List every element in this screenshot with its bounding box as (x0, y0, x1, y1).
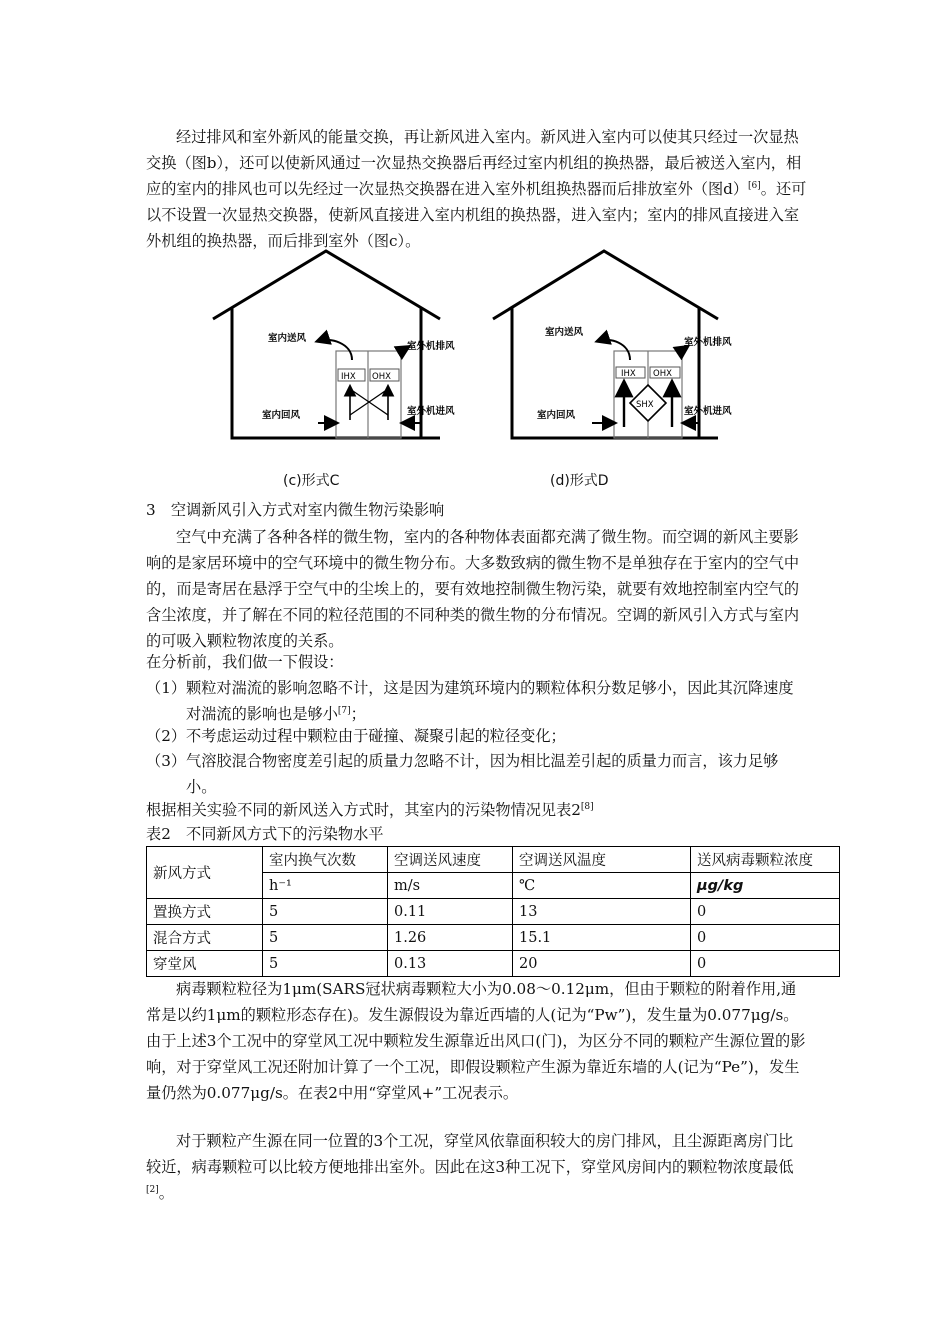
table-cell: 15.1 (513, 925, 691, 951)
hvac-diagrams (0, 245, 950, 505)
assumption-1: （1） 颗粒对湍流的影响忽略不计，这是因为建筑环境内的颗粒体积分数足够小，因此其沉降速度对湍流的影响也是够小[7]； (146, 679, 794, 723)
assumption-2: （2） 不考虑运动过程中颗粒由于碰撞、凝聚引起的粒径变化； (146, 727, 566, 745)
return-label-d: 室内回风 (537, 410, 576, 421)
return-label-c: 室内回风 (262, 410, 301, 421)
figure-c-caption: (c)形式C (283, 473, 340, 489)
pollutant-table (146, 846, 840, 977)
table-cell: 0.11 (388, 899, 513, 925)
table-cell: 穿堂风 (147, 951, 263, 977)
ohx-label-d: OHX (653, 369, 672, 379)
virus-particle-paragraph: 病毒颗粒粒径为1μm(SARS冠状病毒颗粒大小为0.08～0.12μm，但由于颗粒的附着作用,通常是以约1μm的颗粒形态存在)。发生源假设为靠近西墙的人(记为“Pw”)，发生量为0.077μg/s。由于上述3个工况中的穿堂风工况中颗粒发生源靠近出风口(门)，为区分不同的颗粒产生源位置的影响，对于穿堂风工况还附加计算了一个工况，即假设颗粒产生源为靠近东墙的人(记为“Pe”)，发生量仍然为0.077μg/s。在表2中用“穿堂风+”工况表示。 (146, 980, 806, 1102)
table-unit-cell: m/s (388, 873, 513, 899)
table-cell: 1.26 (388, 925, 513, 951)
table-cell: 5 (263, 899, 388, 925)
exhaust-label-d: 室外机排风 (684, 337, 732, 348)
ihx-label-d: IHX (621, 369, 636, 379)
house-diagram-d (493, 251, 732, 438)
table-cell: 0 (691, 925, 840, 951)
table-cell: 20 (513, 951, 691, 977)
assumption-3: （3） 气溶胶混合物密度差引起的质量力忽略不计，因为相比温差引起的质量力而言，该力足够小。 (146, 752, 779, 796)
assumption-intro: 在分析前，我们做一下假设： (146, 653, 344, 671)
table-unit-cell: h⁻¹ (263, 873, 388, 899)
table-unit-cell: μg/kg (691, 873, 840, 899)
shx-label-d: SHX (636, 400, 654, 410)
section-heading: 3 空调新风引入方式对室内微生物污染影响 (146, 501, 445, 519)
table-cell: 5 (263, 925, 388, 951)
table-cell: 5 (263, 951, 388, 977)
citation-6: [6] (748, 181, 761, 191)
table-header-row (147, 847, 840, 873)
ihx-label-c: IHX (341, 372, 356, 382)
table-cell: 13 (513, 899, 691, 925)
supply-label-d: 室内送风 (545, 327, 584, 338)
intake-label-d: 室外机进风 (684, 406, 732, 417)
table-lead: 根据相关实验不同的新风送入方式时，其室内的污染物情况见表2[8] (146, 801, 594, 819)
section3-paragraph: 空气中充满了各种各样的微生物，室内的各种物体表面都充满了微生物。而空调的新风主要影响的是家居环境中的空气环境中的微生物分布。大多数致病的微生物不是单独存在于室内的空气中的，而是寄居在悬浮于空气中的尘埃上的，要有效地控制微生物污染，就要有效地控制室内空气的含尘浓度，并了解在不同的粒径范围的不同种类的微生物的分布情况。空调的新风引入方式与室内的可吸入颗粒物浓度的关系。 (146, 528, 800, 650)
house-diagram-c (213, 251, 455, 438)
table-row (147, 899, 840, 925)
table-cell: 0 (691, 951, 840, 977)
table-header-cell: 室内换气次数 (263, 847, 388, 873)
table-cell: 0 (691, 899, 840, 925)
ohx-label-c: OHX (372, 372, 391, 382)
intake-label-c: 室外机进风 (407, 406, 455, 417)
table-row (147, 951, 840, 977)
table-title: 表2 不同新风方式下的污染物水平 (146, 825, 384, 843)
supply-label-c: 室内送风 (268, 333, 307, 344)
conclusion-paragraph: 对于颗粒产生源在同一位置的3个工况，穿堂风依靠面积较大的房门排风，且尘源距离房门比较近，病毒颗粒可以比较方便地排出室外。因此在这3种工况下，穿堂风房间内的颗粒物浓度最低[2]。 (146, 1132, 794, 1202)
table-cell: 混合方式 (147, 925, 263, 951)
table-header-cell: 空调送风速度 (388, 847, 513, 873)
figure-d-caption: (d)形式D (550, 473, 609, 489)
intro-paragraph: 经过排风和室外新风的能量交换，再让新风进入室内。新风进入室内可以使其只经过一次显热交换（图b），还可以使新风通过一次显热交换器后再经过室内机组的换热器，最后被送入室内，相应的室内的排风也可以先经过一次显热交换器在进入室外机组换热器而后排放室外（图d）[6]。还可以不设置一次显热交换器，使新风直接进入室内机组的换热器，进入室内；室内的排风直接进入室外机组的换热器，而后排到室外（图c）。 (146, 128, 807, 250)
table-row (147, 925, 840, 951)
table-header-cell: 空调送风温度 (513, 847, 691, 873)
table-cell: 置换方式 (147, 899, 263, 925)
table-cell: 0.13 (388, 951, 513, 977)
table-unit-cell: ℃ (513, 873, 691, 899)
exhaust-label-c: 室外机排风 (407, 341, 455, 352)
table-header-cell: 送风病毒颗粒浓度 (691, 847, 840, 873)
table-header-cell: 新风方式 (147, 847, 263, 899)
